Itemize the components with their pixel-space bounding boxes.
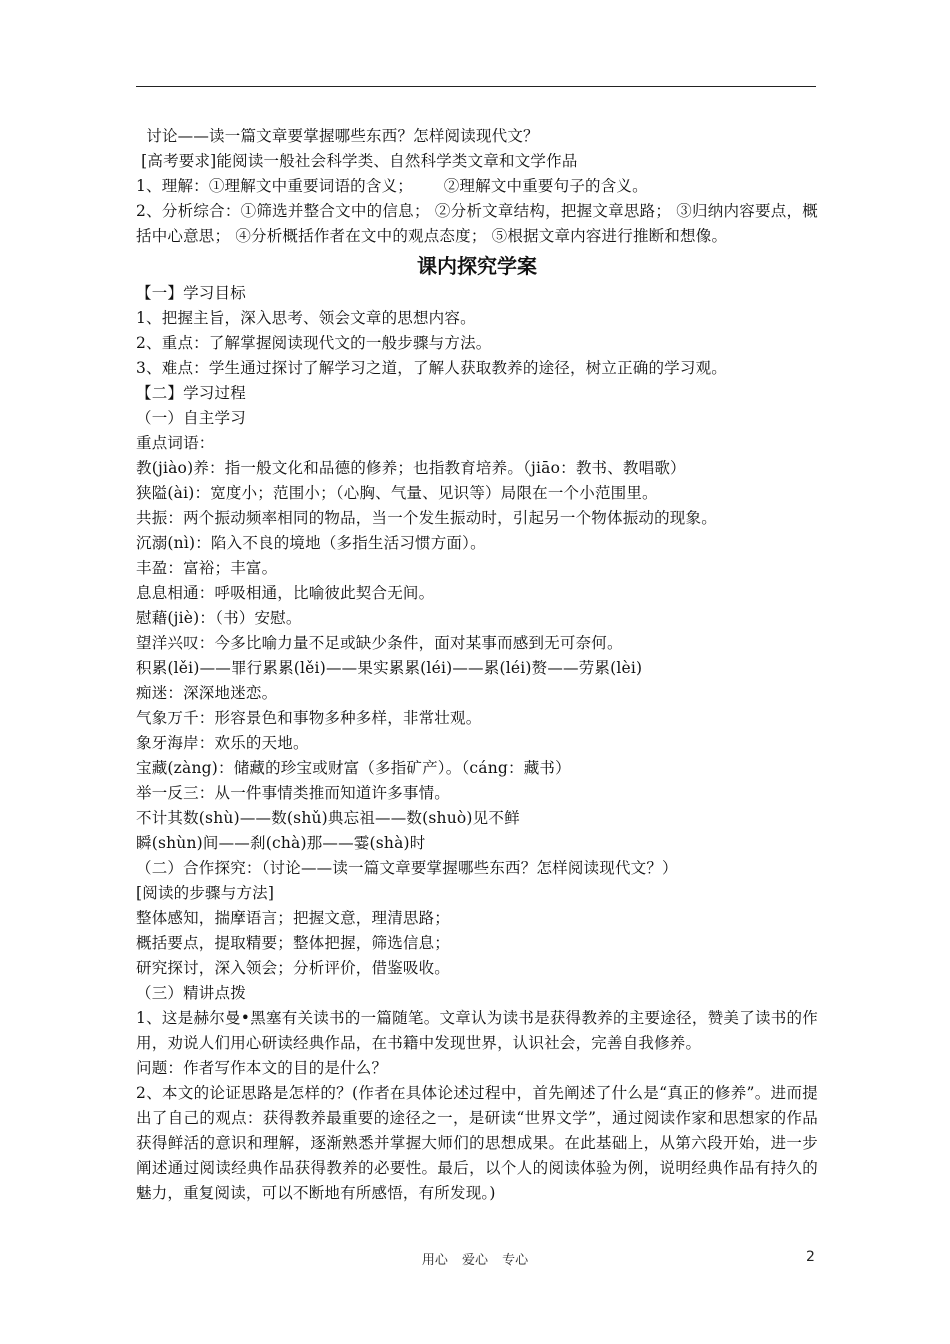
exam-requirement: [高考要求]能阅读一般社会科学类、自然科学类文章和文学作品 [136, 152, 578, 170]
vocab-item: 教(jiào)养：指一般文化和品德的修养；也指教育培养。（jiāo：教书、教唱歌） [136, 459, 686, 477]
method-item: 研究探讨，深入领会；分析评价，借鉴吸收。 [136, 959, 451, 977]
vocab-item: 不计其数(shù)——数(shǔ)典忘祖——数(shuò)见不鲜 [136, 809, 520, 827]
method-item: 概括要点，提取精要；整体把握，筛选信息； [136, 934, 451, 952]
explanation-heading: （三）精讲点拨 [136, 984, 246, 1002]
question-line: 问题：作者写作本文的目的是什么？ [136, 1059, 388, 1077]
vocab-item: 象牙海岸：欢乐的天地。 [136, 734, 309, 752]
vocab-item: 息息相通：呼吸相通，比喻彼此契合无间。 [136, 584, 435, 602]
discussion-line: 讨论——读一篇文章要掌握哪些东西？怎样阅读现代文？ [136, 127, 539, 145]
goals-heading: 【一】学习目标 [136, 284, 246, 302]
requirement-analysis: 2、分析综合：①筛选并整合文中的信息； ②分析文章结构，把握文章思路； ③归纳内容要点，概括中心意思； ④分析概括作者在文中的观点态度； ⑤根据文章内容进行推断和想像。 [136, 202, 818, 245]
vocab-item: 共振：两个振动频率相同的物品，当一个发生振动时，引起另一个物体振动的现象。 [136, 509, 717, 527]
vocab-item: 痴迷：深深地迷恋。 [136, 684, 278, 702]
vocab-heading: 重点词语： [136, 434, 215, 452]
vocab-item: 瞬(shùn)间——刹(chà)那——霎(shà)时 [136, 834, 426, 852]
goal-item: 1、把握主旨，深入思考、领会文章的思想内容。 [136, 309, 476, 327]
process-heading: 【二】学习过程 [136, 384, 246, 402]
vocab-item: 积累(lěi)——罪行累累(lěi)——果实累累(léi)——累(léi)赘——劳累(lèi) [136, 659, 643, 677]
document-body [136, 124, 818, 1206]
vocab-item: 气象万千：形容景色和事物多种多样，非常壮观。 [136, 709, 482, 727]
vocab-item: 举一反三：从一件事情类推而知道许多事情。 [136, 784, 451, 802]
explanation-paragraph: 1、这是赫尔曼•黑塞有关读书的一篇随笔。文章认为读书是获得教养的主要途径，赞美了读书的作用，劝说人们用心研读经典作品，在书籍中发现世界，认识社会，完善自我修养。 [136, 1009, 818, 1052]
vocab-item: 沉溺(nì)：陷入不良的境地（多指生活习惯方面）。 [136, 534, 486, 552]
goal-item: 3、难点：学生通过探讨了解学习之道，了解人获取教养的途径，树立正确的学习观。 [136, 359, 727, 377]
explanation-paragraph: 2、本文的论证思路是怎样的？(作者在具体论述过程中，首先阐述了什么是“真正的修养”。进而提出了自己的观点：获得教养最重要的途径之一，是研读“世界文学”，通过阅读作家和思想家的作品获得鲜活的意识和理解，逐渐熟悉并掌握大师们的思想成果。在此基础上，从第六段开始，进一步阐述通过阅读经典作品获得教养的必要性。最后，以个人的阅读体验为例，说明经典作品有持久的魅力，重复阅读，可以不断地有所感悟，有所发现。) [136, 1084, 818, 1202]
self-study-heading: （一）自主学习 [136, 409, 246, 427]
vocab-item: 慰藉(jiè)：（书）安慰。 [136, 609, 302, 627]
vocab-item: 丰盈：富裕；丰富。 [136, 559, 278, 577]
method-item: 整体感知，揣摩语言；把握文意，理清思路； [136, 909, 451, 927]
cooperative-inquiry-heading: （二）合作探究：（讨论——读一篇文章要掌握哪些东西？怎样阅读现代文？） [136, 859, 678, 877]
footer-motto: 用心 爱心 专心 [421, 1253, 529, 1268]
page-title: 课内探究学案 [417, 254, 537, 278]
page-number: 2 [806, 1249, 815, 1265]
reading-method-heading: [阅读的步骤与方法] [136, 884, 275, 902]
vocab-item: 望洋兴叹：今多比喻力量不足或缺少条件，面对某事而感到无可奈何。 [136, 634, 623, 652]
goal-item: 2、重点：了解掌握阅读现代文的一般步骤与方法。 [136, 334, 492, 352]
requirement-understanding: 1、理解：①理解文中重要词语的含义； ②理解文中重要句子的含义。 [136, 177, 648, 195]
header-rule [136, 86, 816, 87]
vocab-item: 宝藏(zàng)：储藏的珍宝或财富（多指矿产）。（cáng：藏书） [136, 759, 571, 777]
vocab-item: 狭隘(ài)：宽度小；范围小；（心胸、气量、见识等）局限在一个小范围里。 [136, 484, 658, 502]
